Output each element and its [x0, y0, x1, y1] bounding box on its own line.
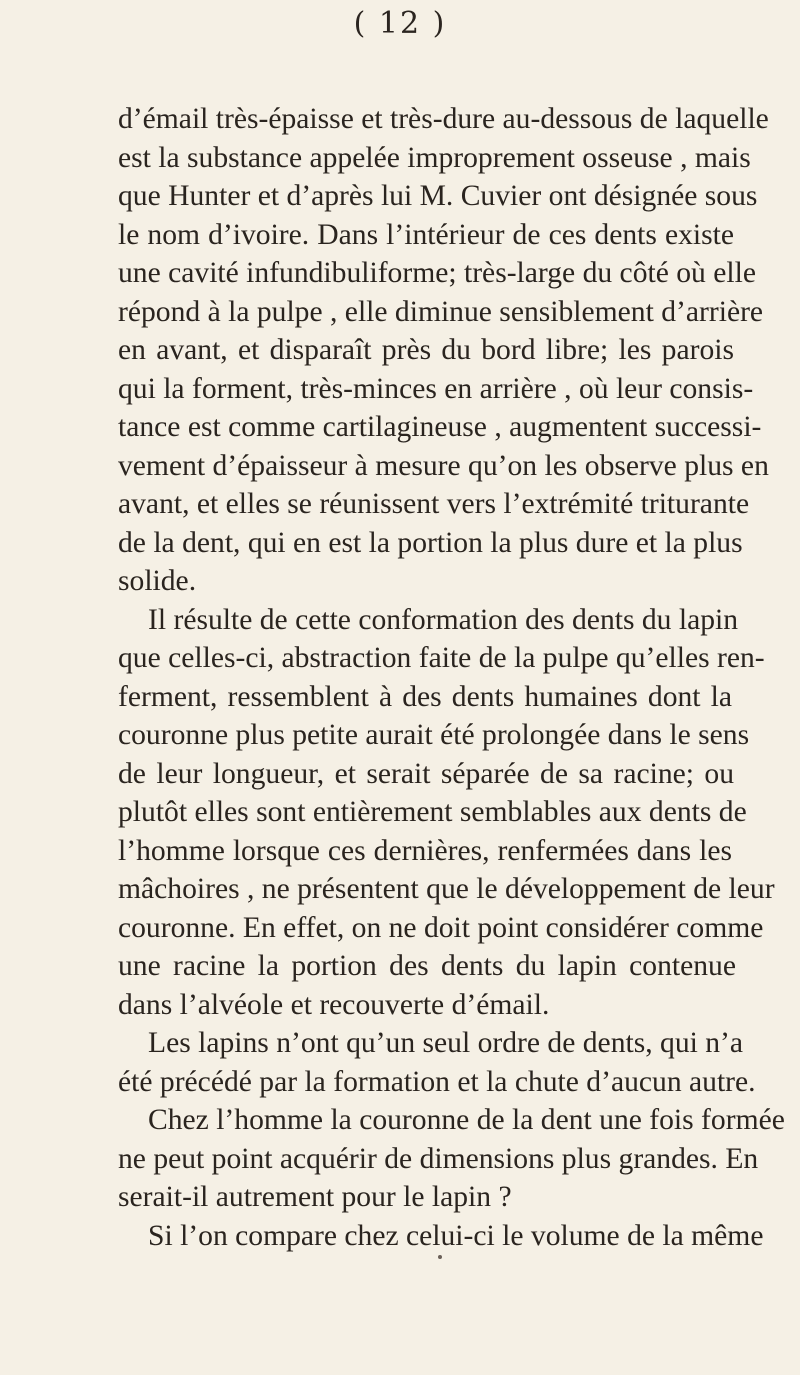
text-line: couronne plus petite aurait été prolongée dans le sens [118, 719, 750, 751]
text-line: en avant, et disparaît près du bord libre; les parois [118, 334, 734, 366]
text-line: serait-il autrement pour le lapin ? [118, 1181, 512, 1213]
text-line: de leur longueur, et serait séparée de sa racine; ou [118, 757, 734, 790]
text-line: tance est comme cartilagineuse , augmentent successi- [118, 411, 762, 443]
text-line: est la substance appelée improprement osseuse , mais [118, 141, 751, 174]
text-line: couronne. En effet, on ne doit point considérer comme [118, 911, 764, 944]
page-number: ( 12 ) [353, 6, 447, 41]
text-line: ferment, ressemblent à des dents humaines dont la [118, 680, 732, 713]
paragraph-start-line: Si l’on compare chez celui-ci le volume de la même [148, 1219, 764, 1252]
text-line: de la dent, qui en est la portion la plus dure et la plus [118, 526, 743, 559]
text-line: le nom d’ivoire. Dans l’intérieur de ces dents existe [118, 218, 734, 251]
text-line: une racine la portion des dents du lapin contenue [118, 950, 736, 982]
text-line: dans l’alvéole et recouverte d’émail. [118, 988, 550, 1021]
text-line: mâchoires , ne présentent que le développement de leur [118, 873, 775, 905]
text-line: qui la forment, très-minces en arrière , où leur consis- [118, 372, 754, 405]
text-line: que Hunter et d’après lui M. Cuvier ont désignée sous [118, 180, 758, 212]
text-line: vement d’épaisseur à mesure qu’on les observe plus en [118, 449, 769, 482]
text-line: solide. [118, 565, 197, 597]
ink-speck [438, 1255, 442, 1259]
text-line: une cavité infundibuliforme; très-large du côté où elle [118, 257, 756, 289]
text-line: répond à la pulpe , elle diminue sensiblement d’arrière [118, 295, 764, 328]
text-line: d’émail très-épaisse et très-dure au-dessous de laquelle [118, 103, 769, 135]
text-line: que celles-ci, abstraction faite de la pulpe qu’elles ren- [118, 642, 765, 674]
text-line: été précédé par la formation et la chute d’aucun autre. [118, 1065, 756, 1098]
paragraph-start-line: Chez l’homme la couronne de la dent une fois formée [148, 1104, 785, 1136]
text-line: l’homme lorsque ces dernières, renfermées dans les [118, 834, 732, 867]
text-line: ne peut point acquérir de dimensions plus grandes. En [118, 1142, 759, 1175]
paragraph-start-line: Les lapins n’ont qu’un seul ordre de dents, qui n’a [148, 1027, 744, 1059]
text-line: plutôt elles sont entièrement semblables aux dents de [118, 796, 747, 828]
text-line: avant, et elles se réunissent vers l’extrémité triturante [118, 488, 750, 520]
paragraph-start-line: Il résulte de cette conformation des dents du lapin [148, 603, 739, 636]
